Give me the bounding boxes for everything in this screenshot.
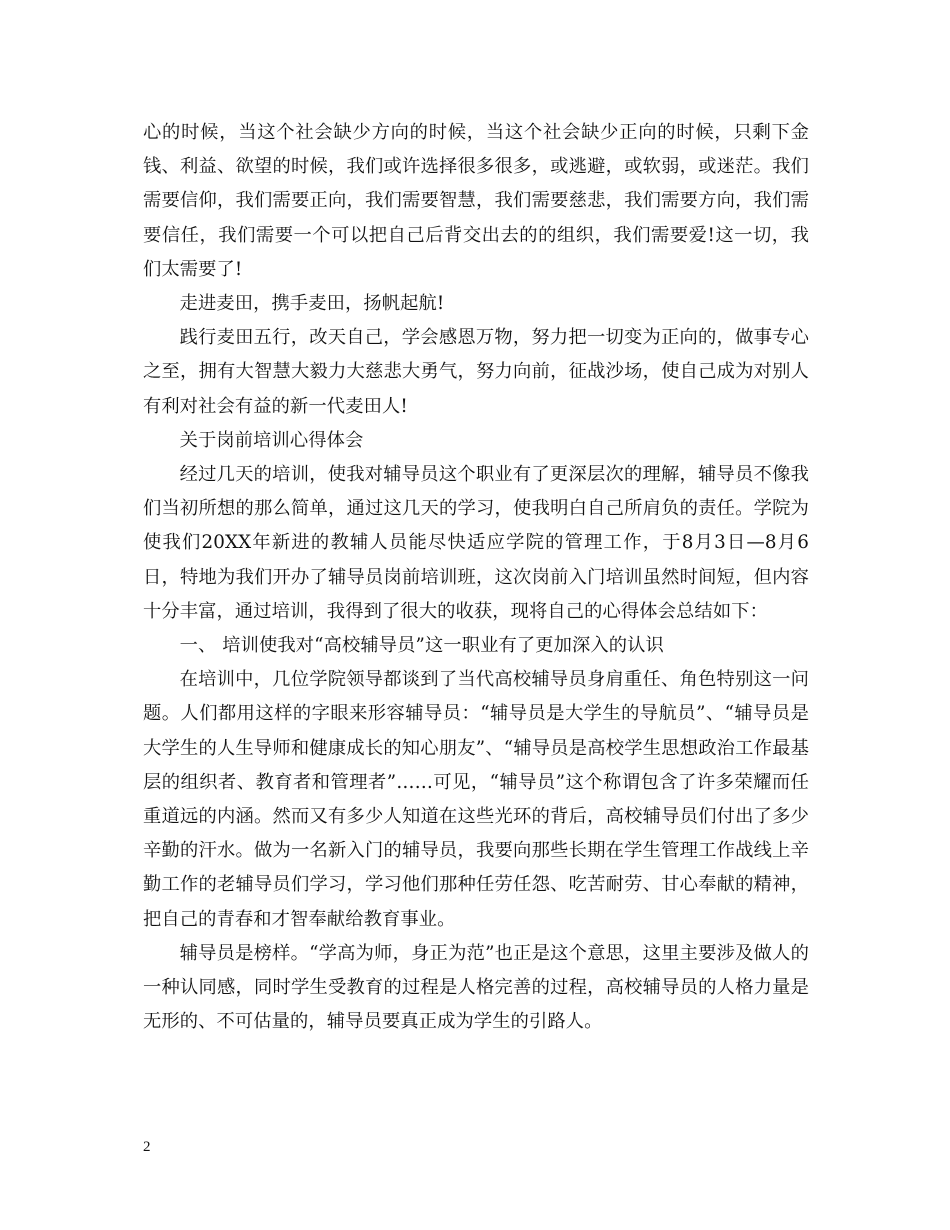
paragraph-slogan: 走进麦田，携手麦田，扬帆起航! <box>179 293 445 315</box>
page-number: 2 <box>143 1139 151 1155</box>
paragraph-training: 在培训中，几位学院领导都谈到了当代高校辅导员身肩重任、角色特别这一问题。人们都用这样的字眼来形容辅导员：“辅导员是大学生的导航员”、“辅导员是大学生的人生导师和健康成长的知心朋友”、“辅导员是高校学生思想政治工作最基层的组织者、教育者和管理者”……可见，“辅导员”这个称谓包含了许多荣耀而任重道远的内涵。然而又有多少人知道在这些光环的背后，高校辅导员们付出了多少辛勤的汗水。做为一名新入门的辅导员，我要向那些长期在学生管理工作战线上辛勤工作的老辅导员们学习，学习他们那种任劳任怨、吃苦耐劳、甘心奉献的精神，把自己的青春和才智奉献给教育事业。 <box>143 669 809 930</box>
paragraph-role-model: 辅导员是榜样。“学高为师，身正为范”也正是这个意思，这里主要涉及做人的一种认同感，同时学生受教育的过程是人格完善的过程，高校辅导员的人格力量是无形的、不可估量的，辅导员要真正成为学生的引路人。 <box>143 942 809 1033</box>
section-title: 关于岗前培训心得体会 <box>179 429 364 451</box>
document-body <box>143 116 809 1039</box>
paragraph-continuation: 心的时候，当这个社会缺少方向的时候，当这个社会缺少正向的时候，只剩下金钱、利益、欲望的时候，我们或许选择很多很多，或逃避，或软弱，或迷茫。我们需要信仰，我们需要正向，我们需要智慧，我们需要慈悲，我们需要方向，我们需要信任，我们需要一个可以把自己后背交出去的的组织，我们需要爱!这一切，我们太需要了! <box>143 122 809 280</box>
paragraph-intro: 经过几天的培训，使我对辅导员这个职业有了更深层次的理解，辅导员不像我们当初所想的那么简单，通过这几天的学习，使我明白自己所肩负的责任。学院为使我们20XX年新进的教辅人员能尽快适应学院的管理工作，于8月3日—8月6日，特地为我们开办了辅导员岗前培训班，这次岗前入门培训虽然时间短，但内容十分丰富，通过培训，我得到了很大的收获，现将自己的心得体会总结如下： <box>143 464 809 622</box>
paragraph-practice: 践行麦田五行，改天自己，学会感恩万物，努力把一切变为正向的，做事专心之至，拥有大智慧大毅力大慈悲大勇气，努力向前，征战沙场，使自己成为对别人有利对社会有益的新一代麦田人! <box>143 327 809 417</box>
section-heading-1: 一、 培训使我对“高校辅导员”这一职业有了更加深入的认识 <box>179 635 664 657</box>
